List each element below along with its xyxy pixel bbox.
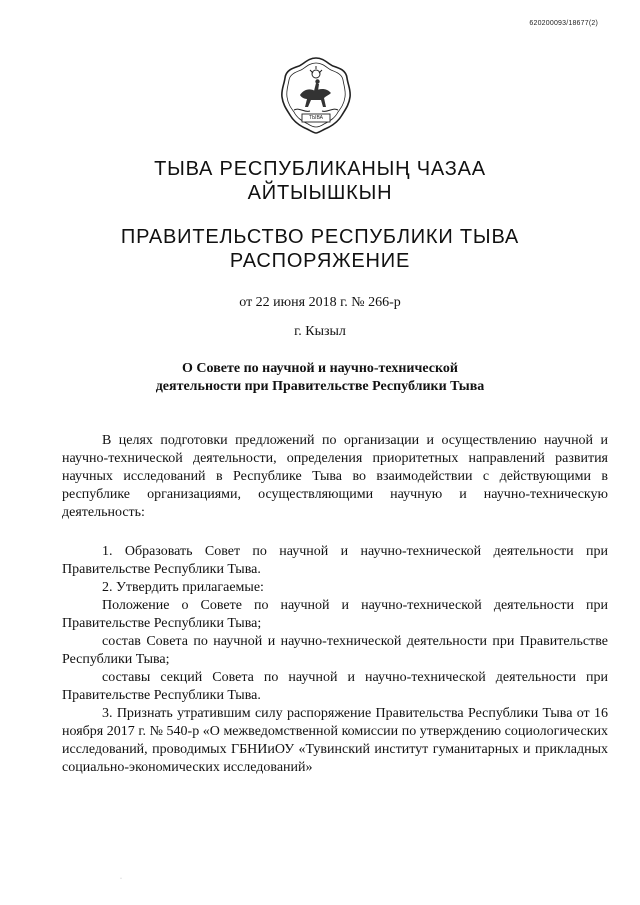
scan-speck: ·: [120, 876, 122, 882]
title-russian: [0, 225, 640, 273]
title-russian-line-1: ПРАВИТЕЛЬСТВО РЕСПУБЛИКИ ТЫВА: [120, 226, 520, 248]
order-item-2: 2. Утвердить прилагаемые:: [102, 580, 264, 595]
order-item-1: 1. Образовать Совет по научной и научно-технической деятельности при Правительстве Республики Тыва.: [62, 544, 608, 577]
order-item-2-sections-composition: составы секций Совета по научной и научно-технической деятельности при Правительстве Республики Тыва.: [62, 670, 608, 703]
order-item-2-council-composition: состав Совета по научной и научно-технической деятельности при Правительстве Республики Тыва;: [62, 634, 608, 667]
preamble-paragraph: В целях подготовки предложений по организации и осуществлению научной и научно-технической деятельности, определения приоритетных направлений развития научных исследований в Республике Тыва во взаимодействии с действующими в республике организациями, осуществляющими научную и научно-техническую деятельность:: [62, 433, 608, 520]
title-russian-line-2: РАСПОРЯЖЕНИЕ: [229, 250, 411, 272]
document-subject-line-1: О Совете по научной и научно-технической: [182, 361, 458, 376]
order-item-3: 3. Признать утратившим силу распоряжение Правительства Республики Тыва от 16 ноября 2017 г. № 540-р «О межведомственной комиссии по утверждению социологических исследований, проводимых ГБНИиОУ «Тувинский институт гуманитарных и прикладных социально-экономических исследований»: [62, 706, 608, 775]
document-subject: [0, 360, 640, 396]
preamble: [62, 432, 608, 522]
tuva-coat-of-arms-icon: [280, 55, 352, 135]
document-subject-line-2: деятельности при Правительстве Республики Тыва: [155, 379, 485, 394]
order-item-2-regulation: Положение о Совете по научной и научно-технической деятельности при Правительстве Республики Тыва;: [62, 598, 608, 631]
emblem-ribbon-label: ТЫВА: [309, 115, 323, 121]
document-date: от 22 июня 2018 г. № 266-р: [239, 295, 401, 310]
title-tuvan-line-1: ТЫВА РЕСПУБЛИКАНЫҢ ЧАЗАА: [154, 158, 486, 180]
title-tuvan: [0, 157, 640, 205]
title-tuvan-line-2: АЙТЫЫШКЫН: [247, 182, 393, 204]
document-registration-number: 620200093/18677(2): [529, 20, 598, 27]
order-items: [62, 543, 608, 777]
document-city: г. Кызыл: [294, 324, 346, 339]
